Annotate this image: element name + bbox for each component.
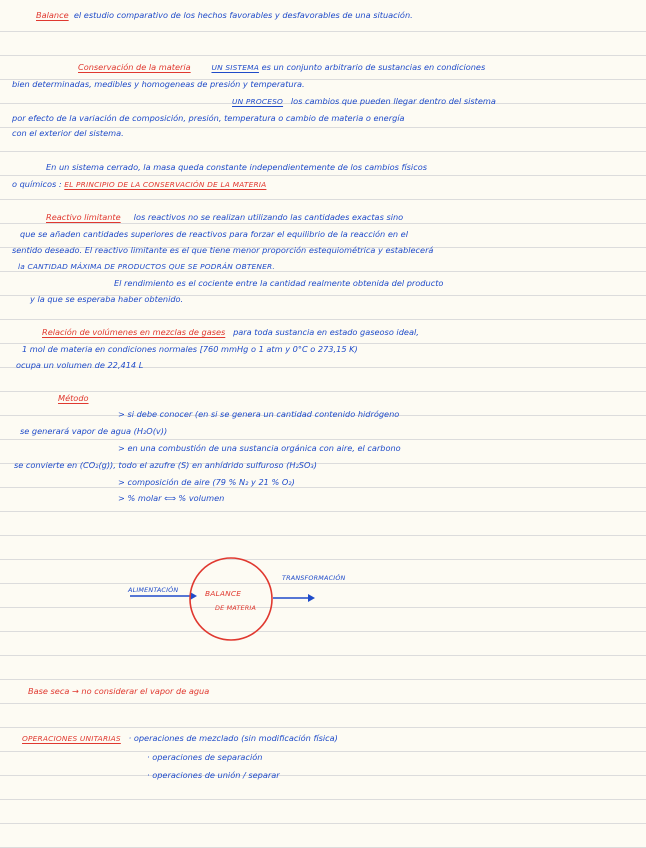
diagram-center-label-1: BALANCE — [205, 589, 242, 598]
reactivo-line-4: la CANTIDAD MÁXIMA DE PRODUCTOS QUE SE PODRÁN OBTENER. — [18, 262, 275, 271]
reactivo-line-2: que se añaden cantidades superiores de reactivos para forzar el equilibrio de la reacción en el — [20, 229, 408, 239]
metodo-bullet-4: > % molar ⟺ % volumen — [118, 493, 225, 503]
conservacion-line-4: por efecto de la variación de composición, presión, temperatura o cambio de materia o energía — [12, 113, 405, 123]
operaciones-item-2: · operaciones de separación — [147, 752, 263, 762]
diagram-center-label-2: DE MATERIA — [215, 604, 257, 612]
reactivo-text: los reactivos no se realizan utilizando las cantidades exactas sino — [133, 212, 404, 222]
proceso-term: UN PROCESO — [232, 97, 284, 106]
metodo-bullet-2: > en una combustión de una sustancia orgánica con aire, el carbono — [118, 443, 401, 453]
base-seca-line: Base seca → no considerar el vapor de agua — [28, 686, 210, 696]
proceso-text: los cambios que pueden llegar dentro del sistema — [290, 96, 496, 106]
cerrado-line-1: En un sistema cerrado, la masa queda constante independientemente de los cambios físicos — [46, 162, 427, 172]
cerrado-prefix: o químicos : — [12, 179, 62, 189]
gases-text: para toda sustancia en estado gaseoso ideal, — [233, 327, 419, 337]
balance-definition: el estudio comparativo de los hechos favorables y desfavorables de una situación. — [73, 10, 413, 20]
output-arrowhead — [308, 594, 315, 602]
sistema-term: UN SISTEMA — [211, 63, 259, 72]
conservacion-line-5: con el exterior del sistema. — [12, 128, 124, 138]
metodo-bullet-3: > composición de aire (79 % N₂ y 21 % O₂) — [118, 477, 295, 487]
diagram-input-label: ALIMENTACIÓN — [128, 586, 179, 594]
metodo-bullet-1: > si debe conocer (en si se genera un cantidad contenido hidrógeno — [118, 409, 400, 419]
balance-circle — [190, 558, 272, 640]
conservacion-line-2: bien determinadas, medibles y homogeneas de presión y temperatura. — [12, 79, 305, 89]
gases-line-2: 1 mol de materia en condiciones normales [760 mmHg o 1 atm y 0°C o 273,15 K) — [22, 344, 358, 354]
reactivo-line-6: y la que se esperaba haber obtenido. — [30, 294, 184, 304]
principio-conservacion: EL PRINCIPIO DE LA CONSERVACIÓN DE LA MATERIA — [64, 180, 267, 189]
reactivo-line-3: sentido deseado. El reactivo limitante es el que tiene menor proporción estequiométrica y establecerá — [12, 245, 434, 255]
rendimiento-line: El rendimiento es el cociente entre la cantidad realmente obtenida del producto — [114, 278, 444, 288]
metodo-bullet-1b: se generará vapor de agua (H₂O(v)) — [20, 426, 168, 436]
conservacion-heading: Conservación de la materia — [78, 62, 191, 72]
sistema-text: es un conjunto arbitrario de sustancias en condiciones — [261, 62, 486, 72]
diagram-output-label: TRANSFORMACIÓN — [282, 574, 346, 582]
operaciones-item-1: · operaciones de mezclado (sin modificación física) — [128, 733, 338, 743]
operaciones-heading: OPERACIONES UNITARIAS — [22, 734, 121, 743]
operaciones-line-1 — [22, 733, 338, 744]
reactivo-term: Reactivo limitante — [46, 212, 121, 222]
balance-term: Balance — [36, 10, 69, 20]
metodo-heading: Método — [58, 393, 89, 403]
gases-line-3: ocupa un volumen de 22,414 L — [16, 360, 144, 370]
metodo-bullet-2b: se convierte en (CO₂(g)), todo el azufre (S) en anhídrido sulfuroso (H₂SO₃) — [14, 460, 317, 470]
operaciones-item-3: · operaciones de unión / separar — [147, 770, 280, 780]
gases-heading: Relación de volúmenes en mezclas de gases — [42, 327, 226, 337]
